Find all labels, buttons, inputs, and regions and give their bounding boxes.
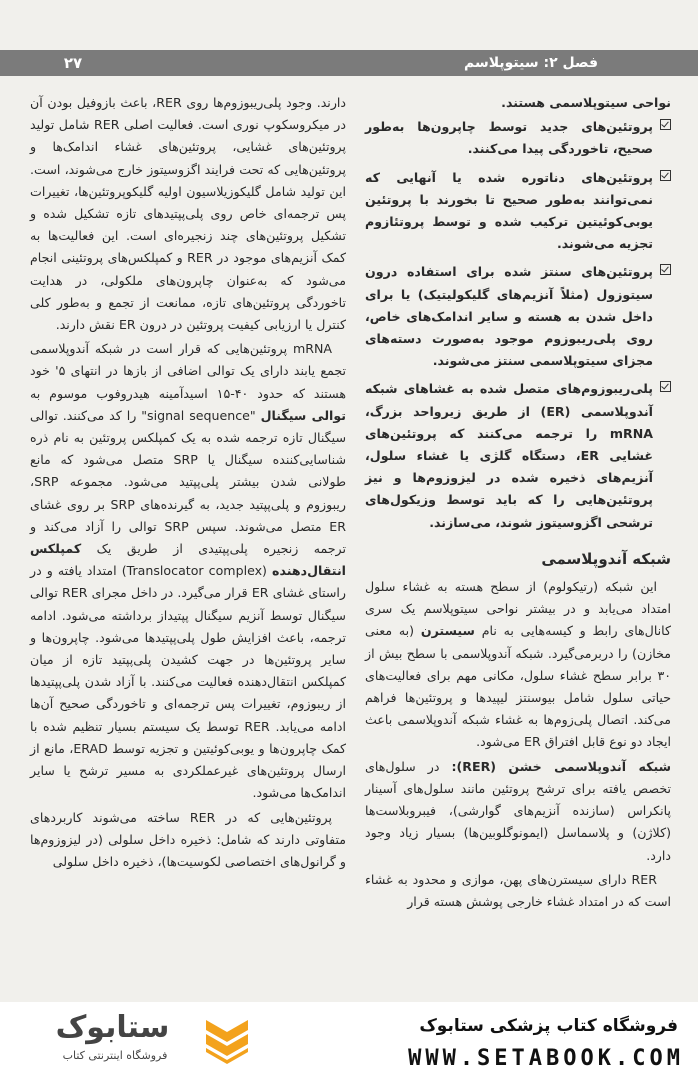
chapter-title: فصل ۲: سیتوپلاسم xyxy=(464,55,598,71)
text-run: این شبکه (رتیکولوم) از سطح هسته به غشاء سلول امتداد می‌یابد و در بیشتر نواحی سیتوپلاسم یک سری کانال‌های رابط و کیسه‌هایی به نام xyxy=(365,579,671,639)
logo-wordmark: ستابوک xyxy=(55,1010,170,1045)
logo-subtitle: فروشگاه اینترنتی کتاب xyxy=(62,1049,168,1062)
checklist-item xyxy=(365,167,671,256)
left-column xyxy=(30,92,346,875)
page-number: ۲۷ xyxy=(63,54,83,72)
bold-term: کمپلکس انتقال‌دهنده xyxy=(30,541,346,579)
section-paragraph xyxy=(365,576,671,754)
bold-term: توالی سیگنال xyxy=(260,407,346,423)
checklist-text: پلی‌ریبوزوم‌های متصل شده به غشاهای شبکه آندوپلاسمی (ER) از طریق زیرواحد بزرگ، mRNA را ترجمه می‌کنند که پروتئین‌های غشایی ER، دستگاه گلژی یا غشاء سلول، آنزیم‌های ذخیره شده در لیزوزوم‌ها و نیز پروتئین‌هایی را که باید توسط وزیکول‌های ترشحی اگزوسیتوز شوند، می‌سازند. xyxy=(365,381,653,530)
book-logo-icon xyxy=(204,1016,250,1064)
checkbox-icon xyxy=(660,264,671,275)
checklist-text: پروتئین‌های دناتوره شده یا آنهایی که نمی‌توانند به‌طور صحیح تا بخورند با پروتئین یوبی‌کوئیتین ترکیب شده و توسط پروتئازوم تجزیه می‌شوند. xyxy=(365,169,653,252)
section-heading: شبکه آندوپلاسمی xyxy=(541,549,671,568)
store-url[interactable]: WWW.SETABOOK.COM xyxy=(408,1046,684,1071)
text-run: (Translocator complex) امتداد یافته و در راستای غشای ER قرار می‌گیرد. در داخل مجرای RER توالی سیگنال توسط آنزیم سیگنال پپتیداز برداشته می‌شود. ادامه ترجمه، باعث افزایش طول پلی‌پپتیدها می‌شود. چاپرون‌ها و سایر پروتئین‌ها در جهت کشیدن پلی‌پپتید تازه از میان کمپلکس انتقال‌دهنده فعالیت می‌کنند. با آزاد شدن پلی‌پپتیدها از ریبوزوم، تغییرات پس ترجمه‌ای و تاخوردگی صحیح آن‌ها ادامه می‌یابد. RER توسط یک سیستم بسیار تنظیم شده با کمک چاپرون‌ها و یوبی‌کوئیتین و تجزیه توسط ERAD، مانع از ارسال پروتئین‌های غیرعملکردی به مسیر ترشح یا سایر اندامک‌ها می‌شود. xyxy=(30,563,346,801)
subheading: شبکه آندوپلاسمی خشن (RER): xyxy=(451,758,671,774)
checklist-text: پروتئین‌های سنتز شده برای استفاده درون سیتوزول (مثلاً آنزیم‌های گلیکولیتیک) یا برای داخل شدن به هسته و سایر اندامک‌های خاص، روی پلی‌ریبوزوم موجود به‌صورت دسته‌های مجزای سیتوپلاسمی سنتز می‌شوند. xyxy=(365,264,653,369)
bold-term: سیسترن xyxy=(420,623,475,639)
checklist-item xyxy=(365,378,671,533)
text-run: (به معنی مخازن) را دربرمی‌گیرد. شبکه آندوپلاسمی با سطح بیش از ۳۰ برابر سطح غشاء سلول، مکانی مهم برای فعالیت‌های حیاتی سلول شامل بیوسنتز لیپیدها و پروتئین‌ها فراهم می‌کند. اتصال پلی‌زوم‌ها به غشاء شبکه آندوپلاسمی باعث ایجاد دو نوع قابل افتراق ER می‌شود. xyxy=(365,623,671,750)
checkbox-icon xyxy=(660,119,671,130)
checklist-item xyxy=(365,261,671,372)
paragraph xyxy=(30,338,346,804)
text-run: "signal sequence" را کد می‌کنند. توالی سیگنال تازه ترجمه شده به یک کمپلکس پروتئین به نام ذره شناسایی‌کننده سیگنال یا SRP متصل می‌شود که مانع طولانی شدن بیشتر پلی‌پپتید می‌شود. مجموعه SRP، ریبوزوم و پلی‌پپتید جدید، به گیرنده‌های SRP بر روی غشای ER متصل می‌شوند. سپس SRP توالی را آزاد می‌کند و ترجمه زنجیره پلی‌پپتیدی از طریق یک xyxy=(30,407,346,557)
rer-paragraph xyxy=(365,756,671,867)
checklist-item xyxy=(365,116,671,160)
store-name: فروشگاه کتاب پزشکی ستابوک xyxy=(419,1016,678,1036)
paragraph: پروتئین‌هایی که در RER ساخته می‌شوند کاربردهای متفاوتی دارند که شامل: ذخیره داخل سلولی (در لیزوزوم‌ها و گرانول‌های اختصاصی لکوسیت‌ها)، ذخیره داخل سلولی xyxy=(30,809,346,869)
page-header xyxy=(0,0,698,78)
rer-paragraph-2: RER دارای سیسترن‌های پهن، موازی و محدود به غشاء است که در امتداد غشاء خارجی پوشش هسته قرار xyxy=(365,871,671,909)
checkbox-icon xyxy=(660,170,671,181)
text-run: در سلول‌های تخصص یافته برای ترشح پروتئین مانند سلول‌های آسینار پانکراس (سازنده آنزیم‌های گوارشی)، فیبروبلاست‌ها (کلاژن) و پلاسماسل (ایمونوگلوبین‌ها) بسیار زیاد وجود دارد. xyxy=(365,758,671,863)
store-footer xyxy=(0,1002,698,1080)
intro-line: نواحی سیتوپلاسمی هستند. xyxy=(501,95,671,110)
paragraph: دارند. وجود پلی‌ریبوزوم‌ها روی RER، باعث بازوفیل بودن آن در میکروسکوپ نوری است. فعالیت اصلی RER شامل تولید پروتئین‌های غشایی، پروتئین‌های غشاء اندامک‌ها و پروتئین‌هایی که تحت فرایند اگزوسیتوز خارج می‌شوند، است. این تولید شامل گلیکوزیلاسیون اولیه گلیکوپروتئین‌ها، تغییرات پس ترجمه‌ای خاص روی پلی‌پپتیدهای تازه تشکیل شده و تشکیل پروتئین‌های چند زنجیره‌ای است. این فعالیت‌ها به کمک آنزیم‌های موجود در RER و کمپلکس‌های پروتئینی انجام می‌شود که به‌عنوان چاپرون‌های ملکولی، در هدایت تاخوردگی پروتئین‌های تازه، ممانعت از تجمع و به‌طور کلی کنترل یا ارزیابی کیفیت پروتئین در درون ER نقش دارند. xyxy=(30,95,347,333)
checklist-text: پروتئین‌های جدید توسط چاپرون‌ها به‌طور صحیح، تاخوردگی پیدا می‌کنند. xyxy=(365,119,653,157)
text-run: mRNA پروتئین‌هایی که قرار است در شبکه آندوپلاسمی تجمع یابند دارای یک توالی اضافی از بازها در انتهای ۵' خود هستند که حدود ۴۰-۱۵ اسیدآمینه هیدروفوب موسوم به xyxy=(30,341,346,401)
right-column xyxy=(365,92,671,915)
checkbox-icon xyxy=(660,381,671,392)
